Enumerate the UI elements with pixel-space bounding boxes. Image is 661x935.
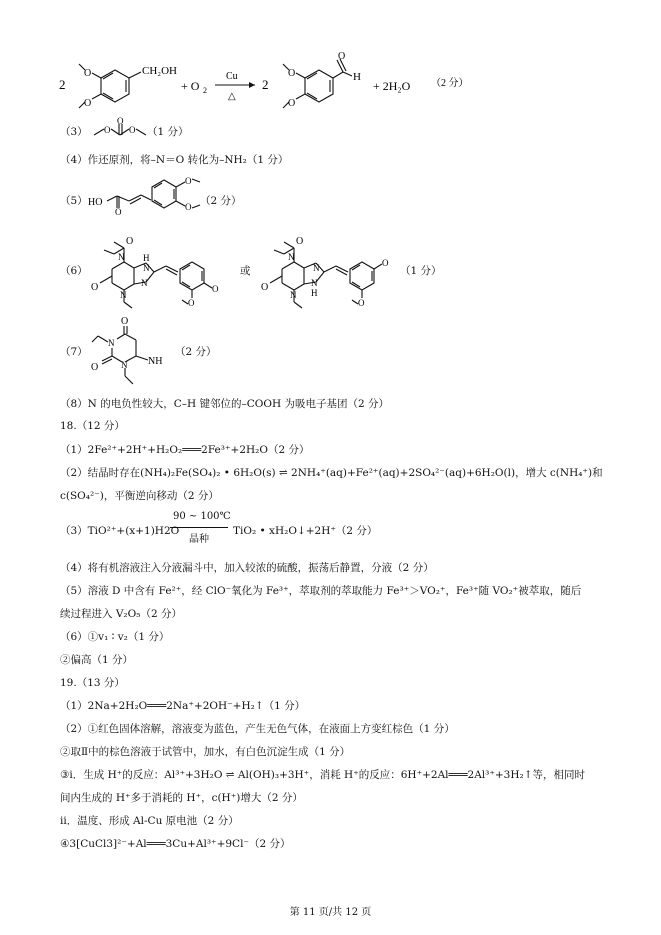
svg-text:O: O: [117, 116, 124, 126]
q3-score: （1 分）: [147, 126, 189, 138]
q18-heading: 18.（12 分）: [60, 420, 125, 432]
svg-text:O: O: [185, 176, 192, 186]
svg-text:N: N: [118, 252, 125, 262]
plus-water: + 2H₂O: [373, 79, 411, 93]
svg-text:O: O: [296, 236, 304, 247]
q19-p1: （1）2Na+2H₂O═══2Na⁺+2OH⁻+H₂↑（1 分）: [60, 700, 306, 712]
q6-structure-b: [258, 228, 408, 316]
q18-p3-arrow: [170, 527, 228, 528]
svg-text:O: O: [115, 207, 122, 216]
q19-p4: ④3[CuCl3]²⁻+Al═══3Cu+Al³⁺+9Cl⁻（2 分）: [60, 838, 291, 850]
svg-text:O: O: [261, 282, 269, 293]
svg-text:O: O: [358, 298, 365, 308]
svg-text:N: N: [290, 290, 297, 300]
q19-heading: 19.（13 分）: [60, 677, 125, 689]
svg-text:O: O: [84, 98, 92, 109]
q7-label: （7）: [60, 346, 88, 358]
q19-p2b: ②取Ⅱ中的棕色溶液于试管中，加水，有白色沉淀生成（1 分）: [60, 746, 351, 758]
reaction-score: （2 分）: [431, 78, 469, 89]
svg-text:O: O: [104, 125, 111, 135]
q19-p3a: ③ⅰ．生成 H⁺的反应：Al³⁺+3H₂O ⇌ Al(OH)₃+3H⁺，消耗 H⁺的反应：6H⁺+2Al═══2Al³⁺+3H₂↑等，相同时: [60, 769, 586, 781]
svg-text:N: N: [108, 338, 115, 348]
q18-p2b: c(SO₄²⁻)，平衡逆向移动（2 分）: [60, 490, 219, 502]
aldehyde-h: H: [353, 71, 361, 83]
q18-p3-condition-top: 90 ~ 100℃: [173, 511, 231, 522]
q8-text: （8）N 的电负性较大，C–H 键邻位的–COOH 为吸电子基团（2 分）: [60, 398, 389, 410]
q18-p2a: （2）结晶时存在(NH₄)₂Fe(SO₄)₂ • 6H₂O(s) ⇌ 2NH₄⁺(aq)+Fe²⁺(aq)+2SO₄²⁻(aq)+6H₂O(l)，增大 c(NH₄⁺)和: [60, 467, 603, 479]
q6-label: （6）: [60, 265, 88, 277]
svg-text:O: O: [288, 98, 296, 109]
q7-nh: NH: [148, 356, 163, 367]
svg-text:N: N: [288, 252, 295, 262]
svg-text:O: O: [91, 362, 99, 373]
svg-text:O: O: [185, 202, 192, 212]
q19-p2a: （2）①红色固体溶解，溶液变为蓝色，产生无色气体，在液面上方变红棕色（1 分）: [60, 723, 455, 735]
svg-text:O: O: [212, 284, 219, 294]
q5-score: （2 分）: [200, 195, 242, 207]
page-footer: 第 11 页/共 12 页: [289, 907, 372, 918]
q18-p6b: ②偏高（1 分）: [60, 654, 134, 666]
svg-text:N: N: [313, 263, 320, 273]
q18-p4: （4）将有机溶液注入分液漏斗中，加入较浓的硫酸，振荡后静置，分液（2 分）: [60, 562, 434, 574]
q5-label: （5）: [60, 195, 88, 207]
q6-score: （1 分）: [400, 265, 442, 277]
svg-text:O: O: [91, 282, 99, 293]
svg-text:O: O: [129, 125, 136, 135]
q18-p5b: 续过程进入 V₂O₅（2 分）: [60, 608, 182, 620]
svg-text:N: N: [121, 360, 128, 370]
svg-text:2: 2: [203, 86, 207, 95]
q18-p1: （1）2Fe²⁺+2H⁺+H₂O₂═══2Fe³⁺+2H₂O（2 分）: [60, 444, 310, 456]
coef-right: 2: [262, 77, 269, 92]
q18-p5a: （5）溶液 D 中含有 Fe²⁺，经 ClO⁻氧化为 Fe³⁺，萃取剂的萃取能力 Fe³⁺＞VO₂⁺，Fe³⁺随 VO₂⁺被萃取，随后: [60, 585, 582, 597]
svg-text:N: N: [141, 278, 148, 288]
q3-label: （3）: [60, 126, 88, 138]
plus-o2: + O: [181, 79, 200, 93]
svg-text:O: O: [84, 68, 92, 79]
q18-p3-right: TiO₂ • xH₂O↓+2H⁺（2 分）: [233, 525, 378, 537]
q4-text: （4）作还原剂，将–N＝O 转化为–NH₂（1 分）: [60, 154, 289, 166]
svg-text:O: O: [338, 52, 346, 62]
coef-left: 2: [59, 77, 66, 92]
q6-or: 或: [240, 265, 251, 277]
svg-text:O: O: [126, 236, 134, 247]
svg-text:H: H: [311, 288, 318, 298]
svg-text:O: O: [188, 298, 195, 308]
catalyst-label: Cu: [226, 71, 238, 82]
reaction-oxidation: [55, 52, 615, 114]
svg-text:H: H: [143, 253, 150, 263]
q7-structure: [88, 312, 188, 395]
q5-ho: HO: [88, 197, 103, 208]
svg-text:N: N: [143, 263, 150, 273]
svg-text:N: N: [311, 278, 318, 288]
q6-structure-a: [88, 228, 238, 316]
q19-p3b: 间内生成的 H⁺多于消耗的 H⁺，c(H⁺)增大（2 分）: [60, 792, 303, 804]
q18-p3-left: （3）TiO²⁺+(x+1)H2O: [60, 525, 180, 537]
ch2oh-label: CH₂OH: [142, 65, 178, 77]
heat-label: △: [228, 91, 236, 102]
svg-text:N: N: [120, 290, 127, 300]
q3-line: [60, 125, 88, 139]
q18-p6a: （6）①v₁ ∶ v₂（1 分）: [60, 631, 170, 643]
svg-text:O: O: [121, 316, 129, 327]
svg-text:O: O: [382, 258, 389, 268]
q18-p3-condition-bot: 晶种: [189, 534, 209, 545]
svg-text:O: O: [288, 68, 296, 79]
q7-score: （2 分）: [175, 346, 217, 358]
reaction-oxidation-structures: [55, 52, 615, 114]
q19-p3c: ⅱ．温度、形成 Al-Cu 原电池（2 分）: [60, 815, 239, 827]
